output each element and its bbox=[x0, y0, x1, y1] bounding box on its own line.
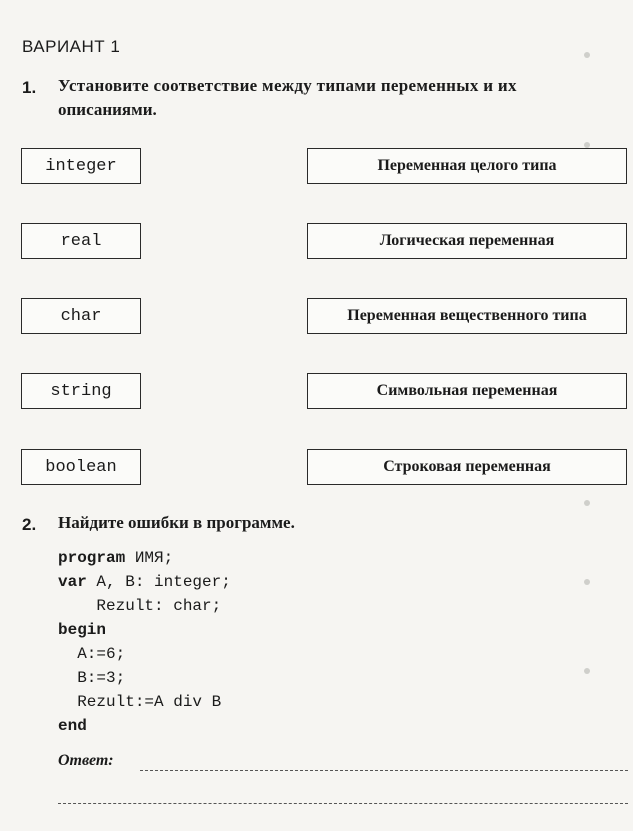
task1-number: 1. bbox=[22, 78, 37, 97]
program-code bbox=[58, 546, 231, 738]
type-box-string[interactable]: string bbox=[21, 373, 141, 409]
task1-text-line2: описаниями. bbox=[58, 100, 157, 119]
code-line2-rest: A, B: integer; bbox=[86, 573, 231, 591]
description-box-char-type[interactable]: Символьная переменная bbox=[307, 373, 627, 409]
code-keyword-var: var bbox=[58, 573, 87, 591]
code-line3: Rezult: char; bbox=[58, 597, 222, 615]
description-box-logical[interactable]: Логическая переменная bbox=[307, 223, 627, 259]
code-line5: A:=6; bbox=[58, 645, 126, 663]
description-box-string-type[interactable]: Строковая переменная bbox=[307, 449, 627, 485]
type-box-char[interactable]: char bbox=[21, 298, 141, 334]
code-keyword-program: program bbox=[58, 549, 126, 567]
variant-heading: ВАРИАНТ 1 bbox=[22, 37, 121, 56]
description-box-real-type[interactable]: Переменная вещественного типа bbox=[307, 298, 627, 334]
answer-label: Ответ: bbox=[58, 752, 114, 769]
code-line7: Rezult:=A div B bbox=[58, 693, 222, 711]
code-keyword-end: end bbox=[58, 717, 87, 735]
task2-text: Найдите ошибки в программе. bbox=[58, 513, 295, 532]
answer-line-1[interactable] bbox=[140, 770, 628, 771]
code-line1-rest: ИМЯ; bbox=[125, 549, 174, 567]
task1-text-line1: Установите соответствие между типами переменных и их bbox=[58, 76, 517, 95]
type-box-boolean[interactable]: boolean bbox=[21, 449, 141, 485]
type-box-integer[interactable]: integer bbox=[21, 148, 141, 184]
code-keyword-begin: begin bbox=[58, 621, 107, 639]
description-box-integer-type[interactable]: Переменная целого типа bbox=[307, 148, 627, 184]
answer-line-2[interactable] bbox=[58, 803, 628, 804]
type-box-real[interactable]: real bbox=[21, 223, 141, 259]
task2-number: 2. bbox=[22, 515, 37, 534]
code-line6: B:=3; bbox=[58, 669, 126, 687]
